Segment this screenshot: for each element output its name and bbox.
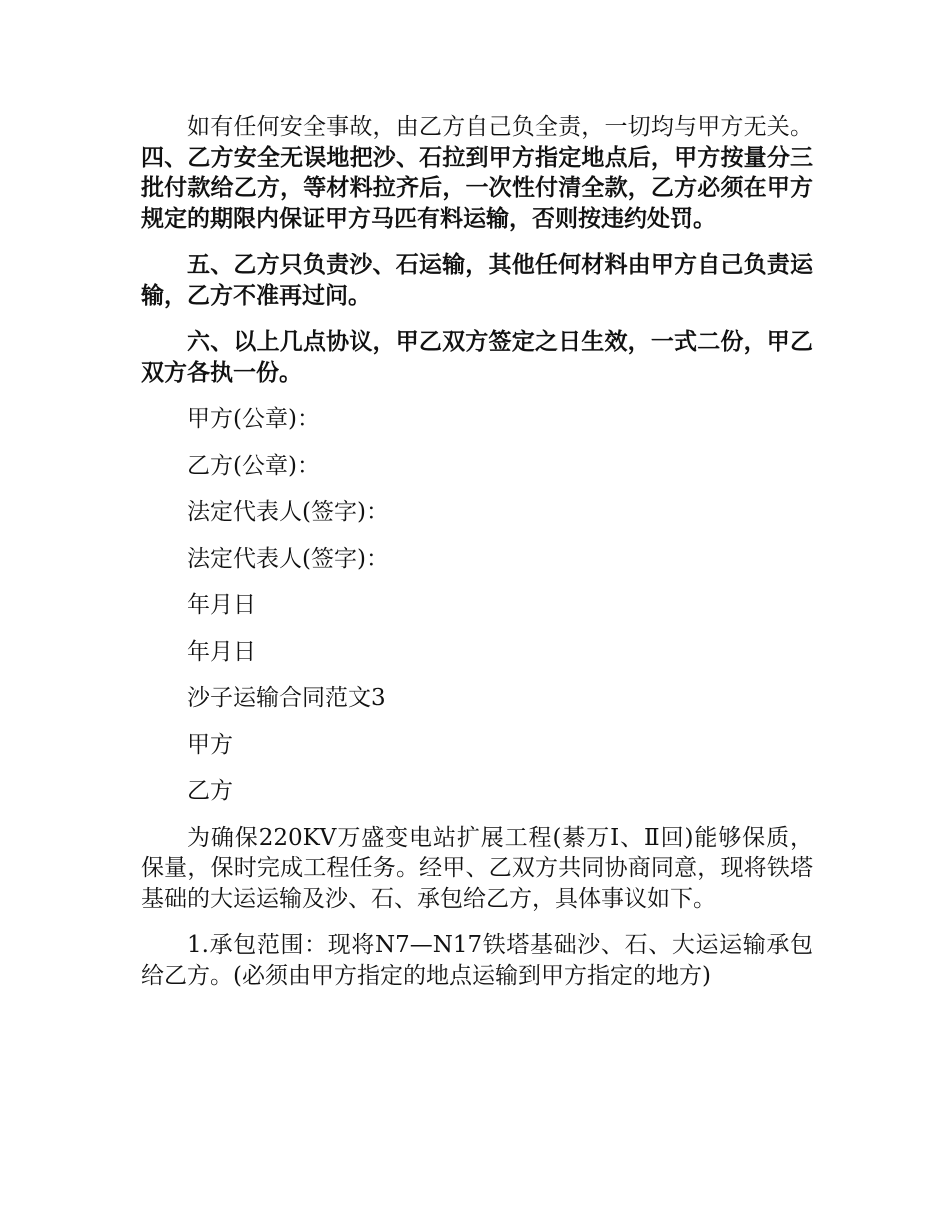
legal-rep-signature-label-2: 法定代表人(签字)： [187,545,389,572]
party-a-label: 甲方 [187,731,233,758]
clause-four-text: 四、乙方安全无误地把沙、石拉到甲方指定地点后，甲方按量分三批付款给乙方，等材料拉齐后，一次性付清全款，乙方必须在甲方规定的期限内保证甲方马匹有料运输，否则按违约处罚。 [141,143,813,232]
party-b-seal-label: 乙方(公章)： [187,452,320,479]
clause-five: 五、乙方只负责沙、石运输，其他任何材料由甲方自己负责运输，乙方不准再过问。 [141,251,813,309]
clause-six: 六、以上几点协议，甲乙双方签定之日生效，一式二份，甲乙双方各执一份。 [141,328,813,386]
party-b-label: 乙方 [187,778,233,804]
paragraph-project-intro: 为确保220KV万盛变电站扩展工程(綦万Ⅰ、Ⅱ回)能够保质，保量，保时完成工程任务。经甲、乙双方共同协商同意，现将铁塔基础的大运运输及沙、石、承包给乙方，具体事议如下。 [141,824,813,912]
date-label-1: 年月日 [187,592,256,618]
paragraph-contract-scope: 1.承包范围：现将N7—N17铁塔基础沙、石、大运运输承包给乙方。(必须由甲方指定的地点运输到甲方指定的地方) [141,932,813,989]
date-label-2: 年月日 [187,638,256,665]
safety-clause-text: 如有任何安全事故，由乙方自己负全责，一切均与甲方无关。 [187,114,813,140]
paragraph-safety-and-payment [141,112,813,234]
document-page [141,112,813,1007]
section-title: 沙子运输合同范文3 [187,685,386,711]
legal-rep-signature-label-1: 法定代表人(签字)： [187,499,389,525]
party-a-seal-label: 甲方(公章)： [187,406,320,432]
